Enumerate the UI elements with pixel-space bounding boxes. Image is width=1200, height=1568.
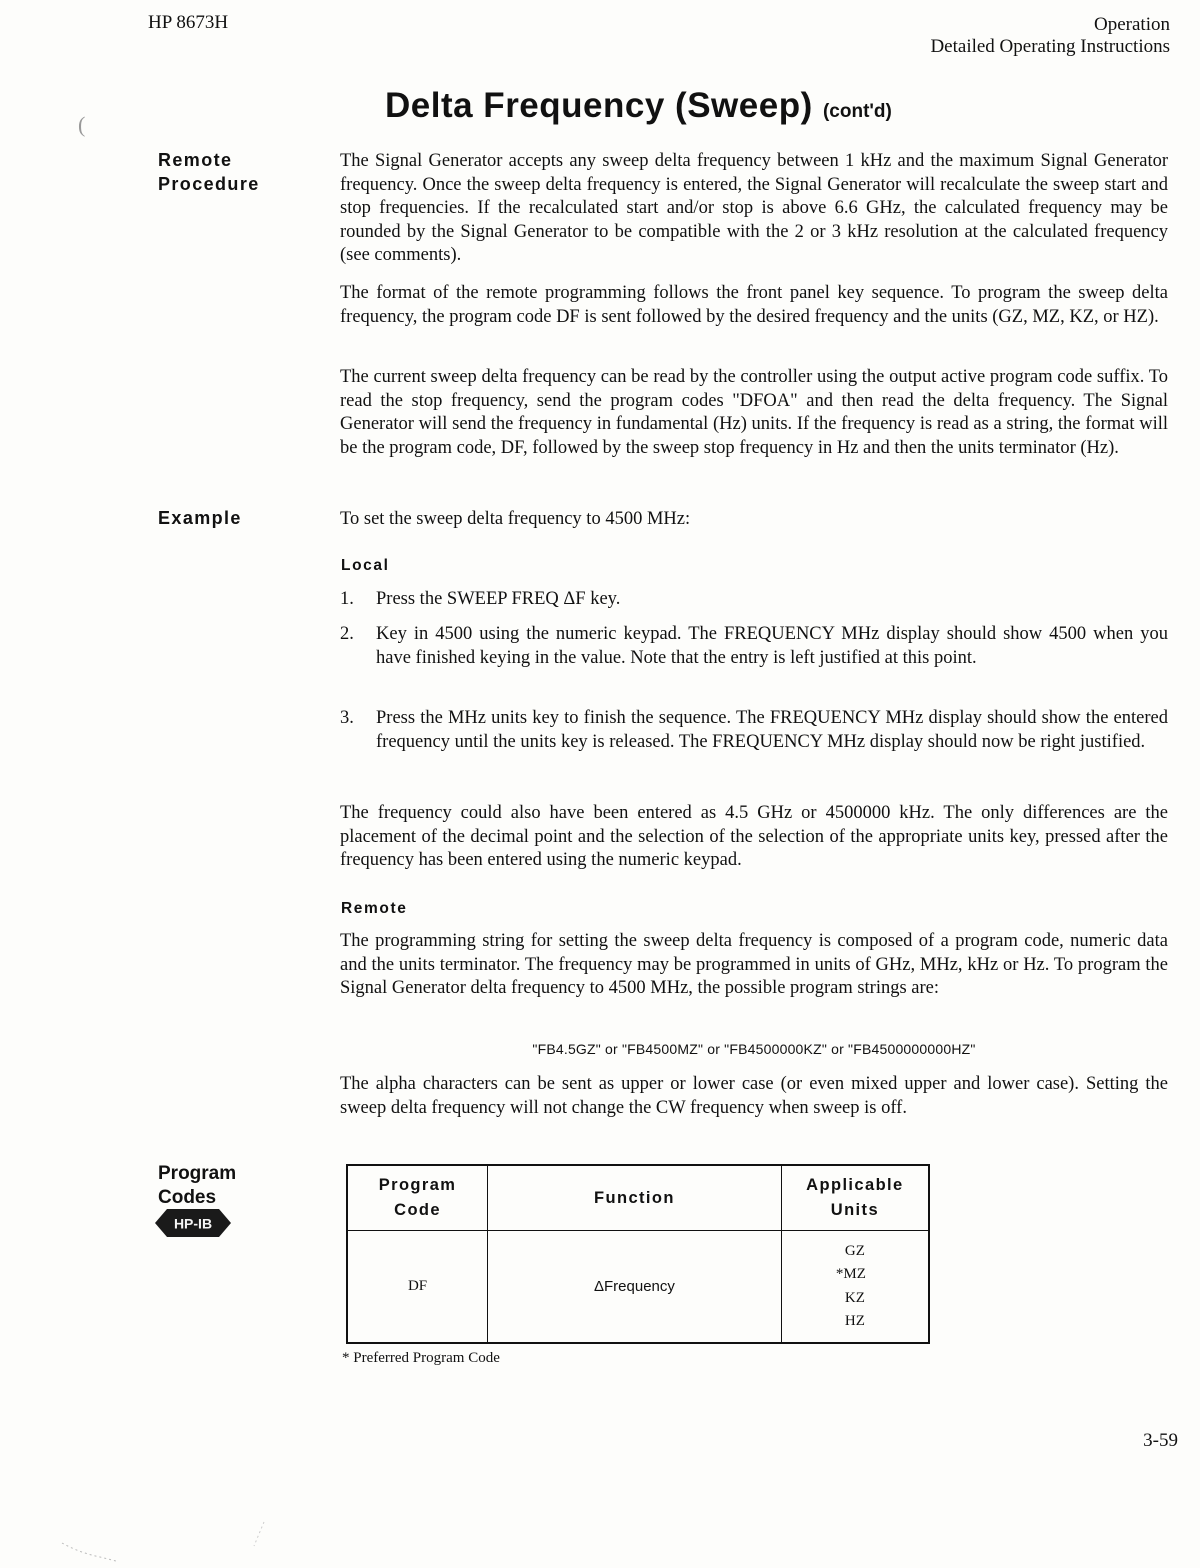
page-title-suffix: (cont'd) (822, 101, 892, 122)
step-number: 1. (340, 589, 354, 609)
closing-paragraph: The alpha characters can be sent as upper or lower case (or even mixed upper and lower case). Setting the sweep delta frequency will not change the CW frequency when sweep is off. (340, 1074, 1168, 1118)
step-text: Press the SWEEP FREQ ΔF key. (376, 589, 621, 609)
remote-procedure-paragraph-3: The current sweep delta frequency can be read by the controller using the output active program code suffix. To read the stop frequency, send the program codes "DFOA" and then read the delta frequency. The Signal Generator will send the frequency in fundamental (Hz) units. If the frequency is read as a string, the format will be the program code, DF, followed by the sweep stop frequency in Hz and then the units terminator (Hz). (340, 367, 1168, 458)
remote-procedure-paragraph-1: The Signal Generator accepts any sweep delta frequency between 1 kHz and the maximum Signal Generator frequency. Once the sweep delta frequency is entered, the Signal Generator will recalculate the sweep start and stop frequencies. If the recalculated start and/or stop is above 6.6 GHz, the calculated frequency may be rounded by the Signal Generator to be compatible with the 2 or 3 kHz resolution at the calculated frequency (see comments). (340, 151, 1168, 265)
local-followup-paragraph: The frequency could also have been entered as 4.5 GHz or 4500000 kHz. The only differences are the placement of the decimal point and the selection of the selection of the appropriate units key, pressed after the frequency has been entered using the numeric keypad. (340, 803, 1168, 870)
hpib-badge (155, 1208, 231, 1238)
header-model: HP 8673H (148, 12, 229, 33)
local-subheading: Local (341, 557, 390, 574)
remote-subheading: Remote (341, 900, 408, 917)
program-codes-heading (158, 1162, 236, 1210)
remote-procedure-heading-line1: Remote (158, 150, 233, 170)
program-codes-heading-line2: Codes (158, 1187, 217, 1208)
unit-hz: HZ (844, 1313, 865, 1329)
cell-function: ΔFrequency (488, 1231, 782, 1344)
scan-smudge (250, 1520, 270, 1550)
step-number: 2. (340, 624, 354, 644)
unit-mz: *MZ (835, 1266, 866, 1282)
header-cell-line: Applicable (806, 1176, 904, 1194)
table-row (347, 1231, 929, 1344)
header-cell-line: Program (378, 1176, 457, 1194)
example-intro: To set the sweep delta frequency to 4500 MHz: (340, 509, 691, 529)
scan-smudge (60, 1535, 120, 1565)
local-step-1 (340, 588, 1168, 612)
header-section (930, 14, 1170, 58)
header-cell-line: Code (394, 1201, 441, 1219)
program-codes-heading-line1: Program (158, 1163, 237, 1184)
remote-procedure-heading-line2: Procedure (158, 174, 260, 194)
cell-program-code: DF (347, 1231, 488, 1344)
header-function (488, 1165, 782, 1231)
page-title-main: Delta Frequency (Sweep) (385, 86, 813, 125)
header-applicable-units (781, 1165, 929, 1231)
scan-mark: ( (78, 112, 86, 137)
header-section-title: Operation (1094, 14, 1170, 35)
table-footnote: * Preferred Program Code (342, 1350, 500, 1366)
remote-paragraph: The programming string for setting the sweep delta frequency is composed of a program code, numeric data and the units terminator. The frequency may be programmed in units of GHz, MHz, kHz or Hz. To program the Signal Generator delta frequency to 4500 MHz, the possible program strings are: (340, 931, 1168, 998)
step-text: Key in 4500 using the numeric keypad. The FREQUENCY MHz display should show 4500 when you have finished keying in the value. Note that the entry is left justified at this point. (376, 624, 1168, 668)
header-subsection-title: Detailed Operating Instructions (930, 36, 1170, 57)
page-title (385, 86, 892, 126)
header-cell-line: Units (830, 1201, 880, 1219)
remote-procedure-heading (158, 148, 260, 196)
remote-procedure-paragraph-2: The format of the remote programming follows the front panel key sequence. To program the sweep delta frequency, the program code DF is sent followed by the desired frequency and the units (GZ, MZ, KZ, or HZ). (340, 283, 1168, 327)
step-number: 3. (340, 708, 354, 728)
header-program-code (347, 1165, 488, 1231)
page-number: 3-59 (1143, 1430, 1178, 1451)
header-cell-line: Function (594, 1188, 675, 1207)
local-step-2 (340, 623, 1168, 670)
step-text: Press the MHz units key to finish the sequence. The FREQUENCY MHz display should show the entered frequency until the units key is released. The FREQUENCY MHz display should now be right justified. (376, 708, 1168, 752)
table-header-row (347, 1165, 929, 1231)
hpib-badge-label: HP-IB (173, 1215, 213, 1232)
program-codes-table (346, 1164, 930, 1344)
local-step-3 (340, 707, 1168, 754)
cell-applicable-units (781, 1231, 929, 1344)
unit-kz: KZ (844, 1289, 865, 1306)
example-heading: Example (158, 508, 242, 528)
program-strings: "FB4.5GZ" or "FB4500MZ" or "FB4500000KZ" or "FB4500000000HZ" (532, 1041, 976, 1057)
unit-gz: GZ (844, 1242, 865, 1259)
